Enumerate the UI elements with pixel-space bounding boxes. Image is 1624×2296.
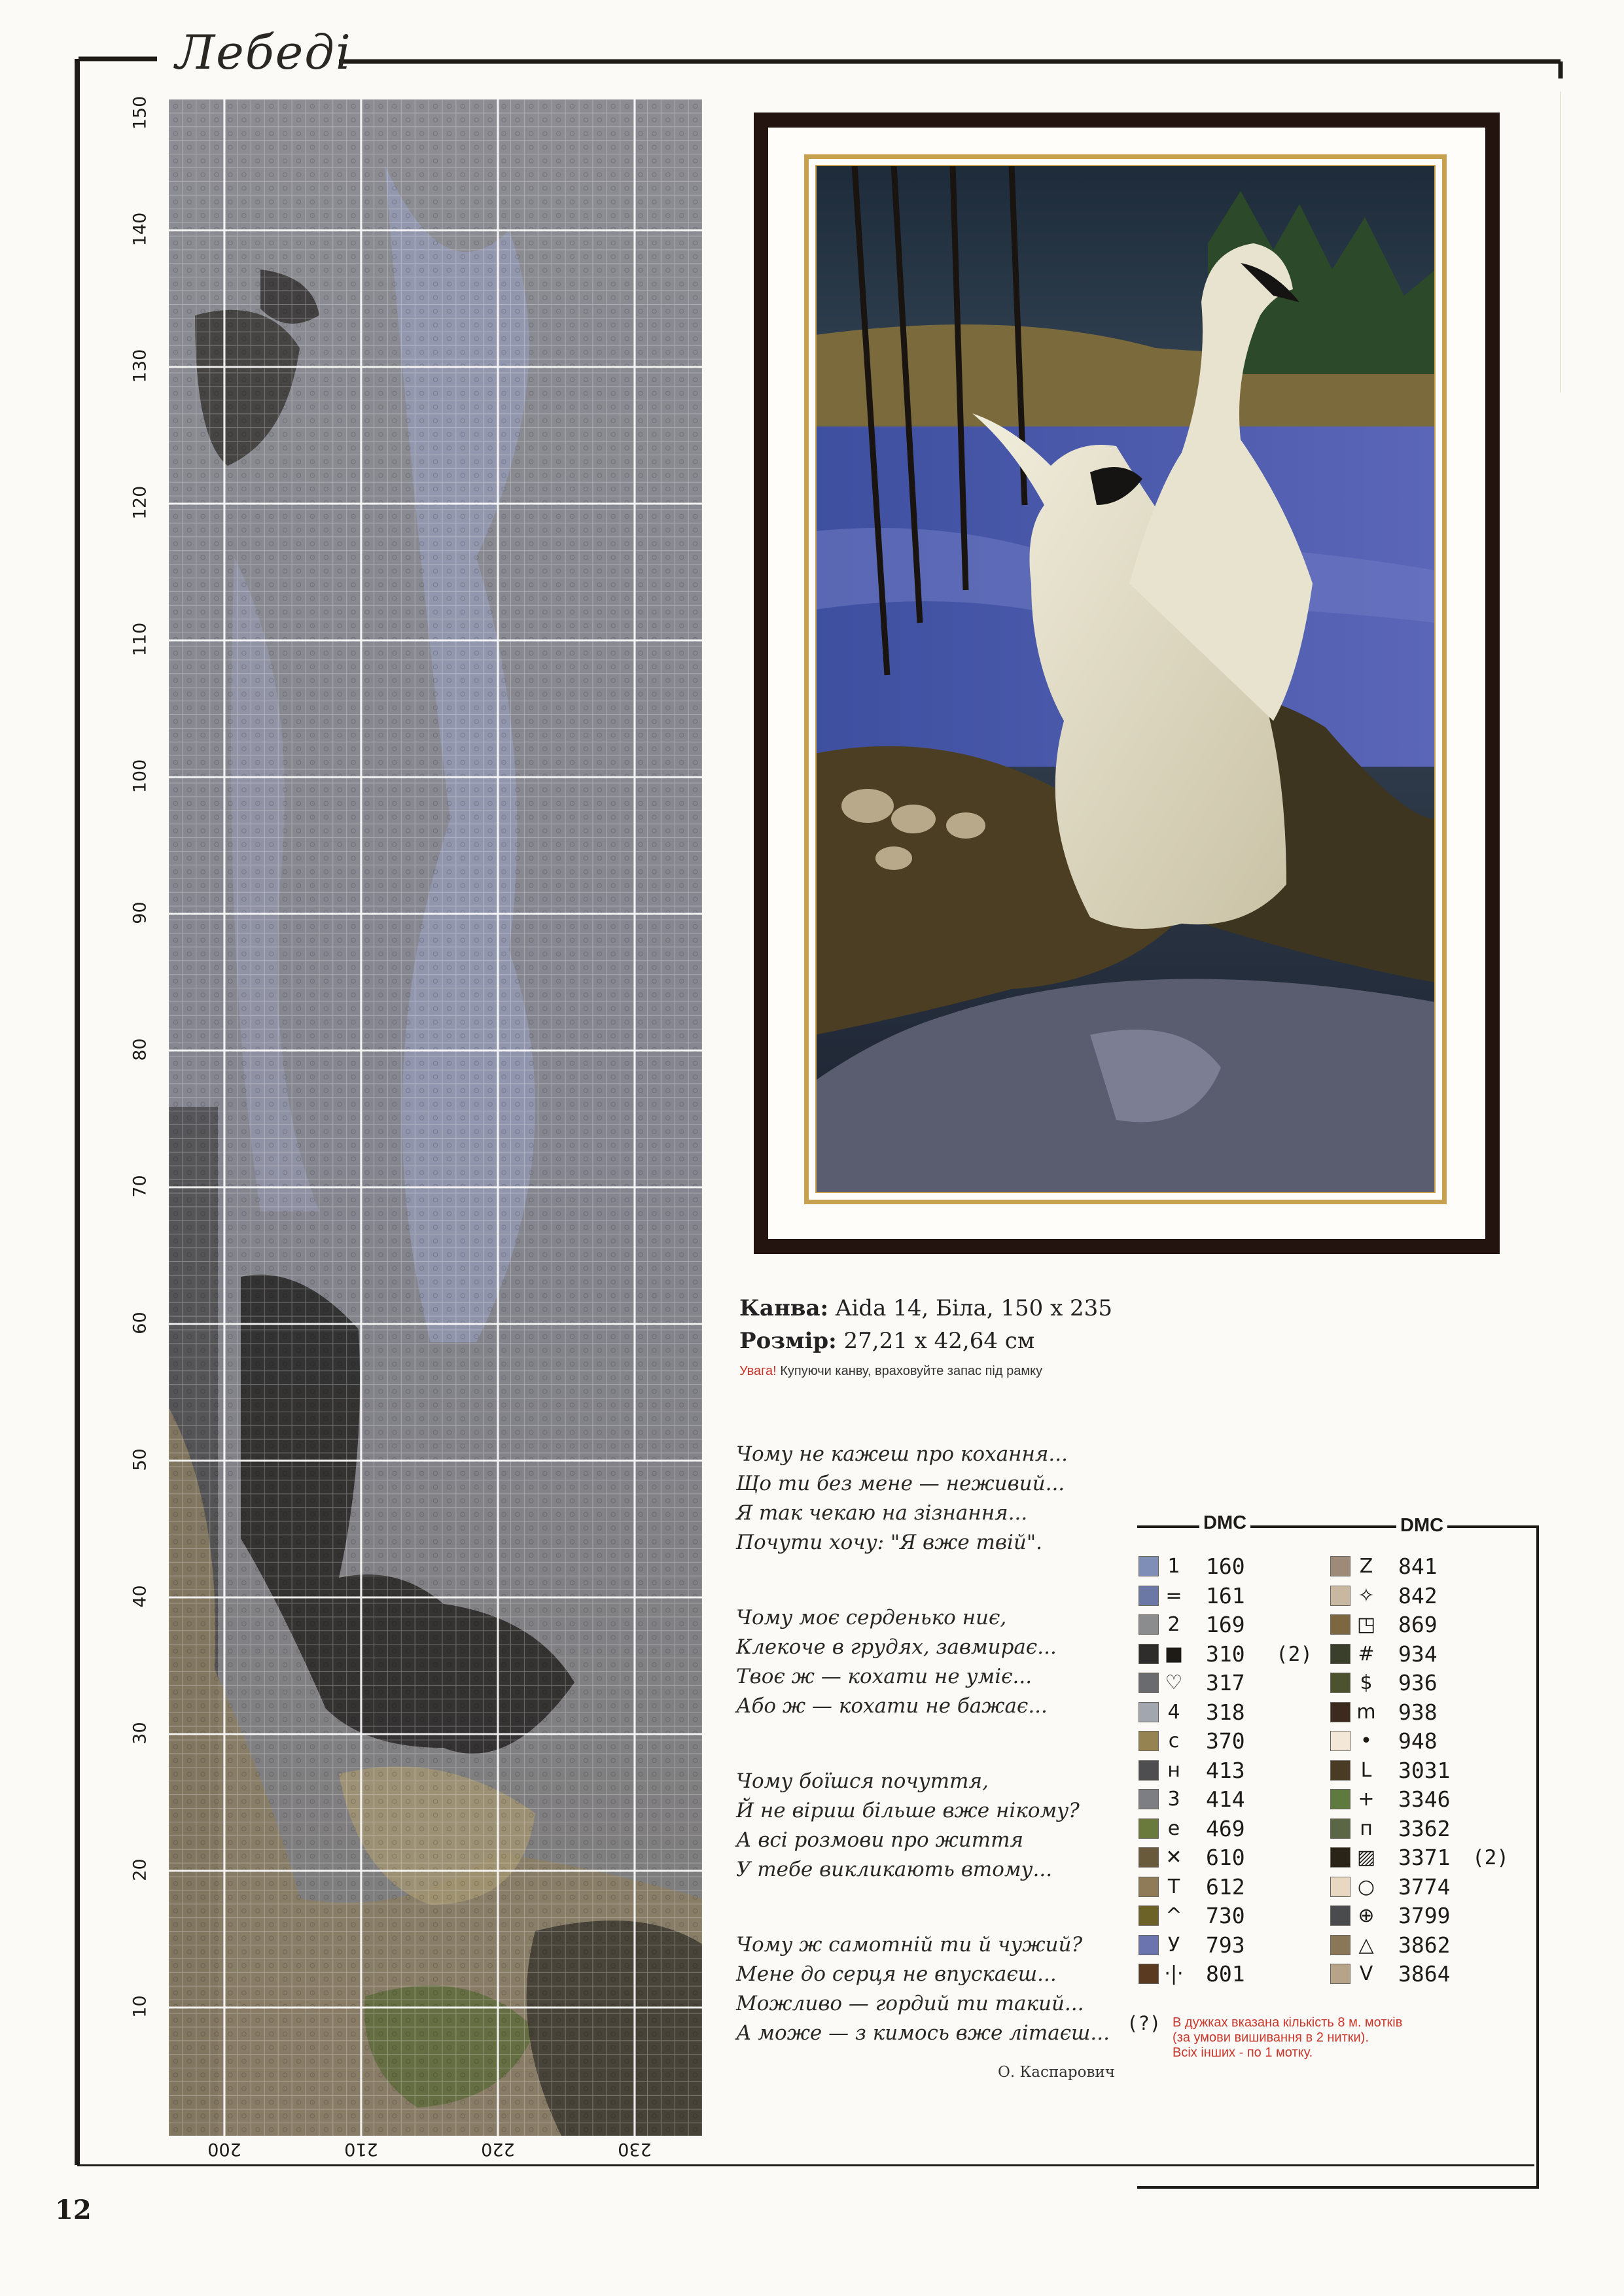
poem-line: Й не віриш більше вже нікому?	[736, 1799, 1080, 1822]
legend-dmc-code: 3862	[1398, 1932, 1451, 1958]
chart-y-tick: 50	[130, 1448, 150, 1471]
poem-line: Твоє ж — кохати не уміє...	[736, 1665, 1033, 1688]
legend-symbol: V	[1359, 1962, 1373, 1985]
legend-swatch	[1139, 1586, 1159, 1606]
footnote-mark: (?)	[1127, 2012, 1161, 2034]
legend-dmc-code: 310	[1206, 1641, 1245, 1667]
chart-y-tick: 110	[130, 622, 150, 657]
chart-y-tick: 70	[130, 1175, 150, 1198]
legend-swatch	[1330, 1673, 1350, 1693]
chart-y-tick: 30	[130, 1722, 150, 1745]
chart-y-tick: 10	[130, 1995, 150, 2018]
page-title: Лебеді	[175, 25, 352, 80]
stitch-chart-grid	[169, 99, 702, 2136]
chart-y-tick: 80	[130, 1038, 150, 1061]
legend-dmc-code: 3362	[1398, 1816, 1451, 1841]
chart-y-tick: 20	[130, 1858, 150, 1881]
legend-dmc-code: 414	[1206, 1786, 1245, 1812]
legend-dmc-code: 161	[1206, 1583, 1245, 1609]
legend-swatch	[1330, 1731, 1350, 1751]
legend-symbol: ◳	[1356, 1613, 1376, 1636]
legend-swatch	[1139, 1847, 1159, 1868]
legend-dmc-code: 841	[1398, 1554, 1438, 1579]
poem-line: А всі розмови про життя	[736, 1828, 1023, 1852]
legend-symbol: ■	[1164, 1643, 1184, 1665]
size-value: 27,21 х 42,64 см	[843, 1328, 1035, 1354]
legend-symbol: +	[1358, 1788, 1375, 1811]
legend-symbol: ○	[1357, 1875, 1375, 1898]
legend-dmc-code: 938	[1398, 1699, 1438, 1725]
legend-top-rule	[1137, 1525, 1539, 1528]
legend-symbol: У	[1167, 1934, 1180, 1957]
footnote-line: (за умови вишивання в 2 нитки).	[1173, 2030, 1369, 2045]
legend-swatch	[1330, 1614, 1350, 1635]
legend-dmc-code: 801	[1206, 1961, 1245, 1987]
legend-swatch	[1139, 1818, 1159, 1839]
legend-swatch	[1330, 1818, 1350, 1839]
legend-swatch	[1139, 1935, 1159, 1955]
legend-swatch	[1330, 1847, 1350, 1868]
legend-swatch	[1330, 1789, 1350, 1809]
legend-swatch	[1330, 1935, 1350, 1955]
poem-line: Чому боїшся почуття,	[736, 1769, 989, 1793]
legend-swatch	[1330, 1556, 1350, 1576]
poem-line: Почути хочу: "Я вже твій".	[736, 1531, 1042, 1554]
footnote-line: В дужках вказана кількість 8 м. мотків	[1173, 2015, 1403, 2030]
legend-symbol: ✧	[1358, 1584, 1375, 1607]
legend-symbol: ⊕	[1358, 1904, 1375, 1927]
chart-x-tick: 210	[344, 2139, 378, 2159]
legend-swatch	[1330, 1964, 1350, 1984]
legend-symbol: ✕	[1165, 1846, 1182, 1869]
legend-swatch	[1330, 1760, 1350, 1781]
poem-line: Я так чекаю на зізнання...	[736, 1501, 1028, 1525]
poem-line: У тебе викликають втому...	[736, 1858, 1053, 1881]
legend-swatch	[1139, 1789, 1159, 1809]
legend-header-right: DMC	[1396, 1515, 1447, 1537]
legend-symbol: L	[1360, 1759, 1372, 1782]
legend-dmc-code: 370	[1206, 1728, 1245, 1754]
legend-symbol: 1	[1167, 1555, 1180, 1578]
footnote-line: Всіх інших - по 1 мотку.	[1173, 2045, 1313, 2060]
poem-author: О. Каспарович	[998, 2064, 1115, 2081]
chart-x-tick: 200	[207, 2139, 241, 2159]
legend-symbol: △	[1358, 1934, 1374, 1957]
legend-symbol: $	[1360, 1671, 1373, 1694]
legend-dmc-code: 936	[1398, 1670, 1438, 1696]
chart-y-tick: 60	[130, 1312, 150, 1334]
legend-symbol: Z	[1359, 1555, 1373, 1578]
legend-dmc-code: 730	[1206, 1903, 1245, 1928]
size-info	[739, 1328, 1034, 1354]
stitch-chart	[169, 99, 702, 2136]
photo-gold-border-inner	[815, 165, 1436, 1193]
legend-swatch	[1139, 1964, 1159, 1984]
legend-swatch	[1139, 1556, 1159, 1576]
legend-swatch	[1330, 1586, 1350, 1606]
poem-line: Що ти без мене — неживий...	[736, 1472, 1065, 1495]
legend-symbol: п	[1360, 1817, 1373, 1840]
poem-line: Мене до серця не впускаєш...	[736, 1962, 1057, 1986]
legend-symbol: ^	[1165, 1904, 1182, 1927]
legend-symbol: m	[1356, 1701, 1376, 1724]
legend-dmc-code: 3346	[1398, 1786, 1451, 1812]
legend-symbol: ♡	[1165, 1671, 1183, 1694]
canvas-warning	[739, 1364, 1042, 1379]
warning-text: Купуючи канву, враховуйте запас під рамку	[780, 1364, 1043, 1378]
legend-swatch	[1139, 1760, 1159, 1781]
legend-swatch	[1139, 1731, 1159, 1751]
legend-dmc-code: 934	[1398, 1641, 1438, 1667]
legend-dmc-code: 610	[1206, 1845, 1245, 1870]
chart-y-tick: 120	[130, 485, 150, 520]
legend-header-left: DMC	[1199, 1512, 1250, 1534]
legend-dmc-code: 413	[1206, 1758, 1245, 1783]
legend-symbol: н	[1167, 1759, 1180, 1782]
legend-swatch	[1330, 1702, 1350, 1722]
chart-y-tick: 100	[130, 759, 150, 793]
canvas-info	[739, 1295, 1112, 1321]
legend-swatch	[1139, 1905, 1159, 1926]
canvas-value: Aida 14, Біла, 150 х 235	[835, 1295, 1112, 1321]
legend-symbol: е	[1167, 1817, 1180, 1840]
legend-dmc-code: 318	[1206, 1699, 1245, 1725]
chart-y-tick: 90	[130, 901, 150, 924]
legend-dmc-code: 869	[1398, 1612, 1438, 1637]
legend-dmc-code: 3864	[1398, 1961, 1451, 1987]
legend-skein-note: (2)	[1276, 1643, 1313, 1666]
legend-dmc-code: 793	[1206, 1932, 1245, 1958]
legend-swatch	[1330, 1877, 1350, 1897]
legend-dmc-code: 469	[1206, 1816, 1245, 1841]
legend-dmc-code: 842	[1398, 1583, 1438, 1609]
chart-y-tick: 140	[130, 212, 150, 247]
legend-swatch	[1139, 1614, 1159, 1635]
legend-skein-note: (2)	[1472, 1846, 1509, 1870]
legend-dmc-code: 948	[1398, 1728, 1438, 1754]
poem-line: Чому моє серденько ниє,	[736, 1606, 1007, 1629]
size-label: Розмір:	[739, 1328, 837, 1354]
chart-x-tick: 230	[618, 2139, 652, 2159]
legend-symbol: =	[1165, 1584, 1182, 1607]
legend-symbol: •	[1360, 1730, 1372, 1752]
legend-symbol: 3	[1167, 1788, 1180, 1811]
legend-swatch	[1330, 1644, 1350, 1664]
legend-dmc-code: 3774	[1398, 1874, 1451, 1900]
chart-y-tick: 130	[130, 349, 150, 383]
poem-line: Можливо — гордий ти такий...	[736, 1992, 1084, 2015]
legend-symbol: 4	[1167, 1701, 1180, 1724]
legend-dmc-code: 3031	[1398, 1758, 1451, 1783]
legend-swatch	[1139, 1877, 1159, 1897]
legend-dmc-code: 160	[1206, 1554, 1245, 1579]
legend-dmc-code: 3371	[1398, 1845, 1451, 1870]
chart-y-tick: 150	[130, 96, 150, 130]
legend-symbol: Т	[1167, 1875, 1180, 1898]
legend-swatch	[1139, 1644, 1159, 1664]
legend-symbol: #	[1358, 1643, 1375, 1665]
legend-dmc-code: 612	[1206, 1874, 1245, 1900]
poem-line: Чому ж самотній ти й чужий?	[736, 1933, 1083, 1957]
poem-line: Чому не кажеш про кохання...	[736, 1442, 1068, 1466]
legend-dmc-code: 3799	[1398, 1903, 1451, 1928]
legend-dmc-code: 317	[1206, 1670, 1245, 1696]
chart-x-tick: 220	[481, 2139, 515, 2159]
page-number: 12	[55, 2195, 92, 2225]
poem-line: А може — з кимось вже літаєш...	[736, 2021, 1110, 2045]
chart-y-tick: 40	[130, 1585, 150, 1608]
legend-swatch	[1139, 1702, 1159, 1722]
canvas-label: Канва:	[739, 1295, 829, 1321]
warning-label: Увага!	[739, 1364, 777, 1378]
legend-symbol: 2	[1167, 1613, 1180, 1636]
poem-line: Клекоче в грудях, завмирає...	[736, 1635, 1057, 1659]
poem-line: Або ж — кохати не бажає...	[736, 1694, 1048, 1718]
legend-symbol: с	[1168, 1730, 1180, 1752]
legend-dmc-code: 169	[1206, 1612, 1245, 1637]
legend-symbol: ▨	[1356, 1846, 1376, 1869]
legend-swatch	[1330, 1905, 1350, 1926]
legend-swatch	[1139, 1673, 1159, 1693]
legend-symbol: ·|·	[1164, 1962, 1184, 1985]
